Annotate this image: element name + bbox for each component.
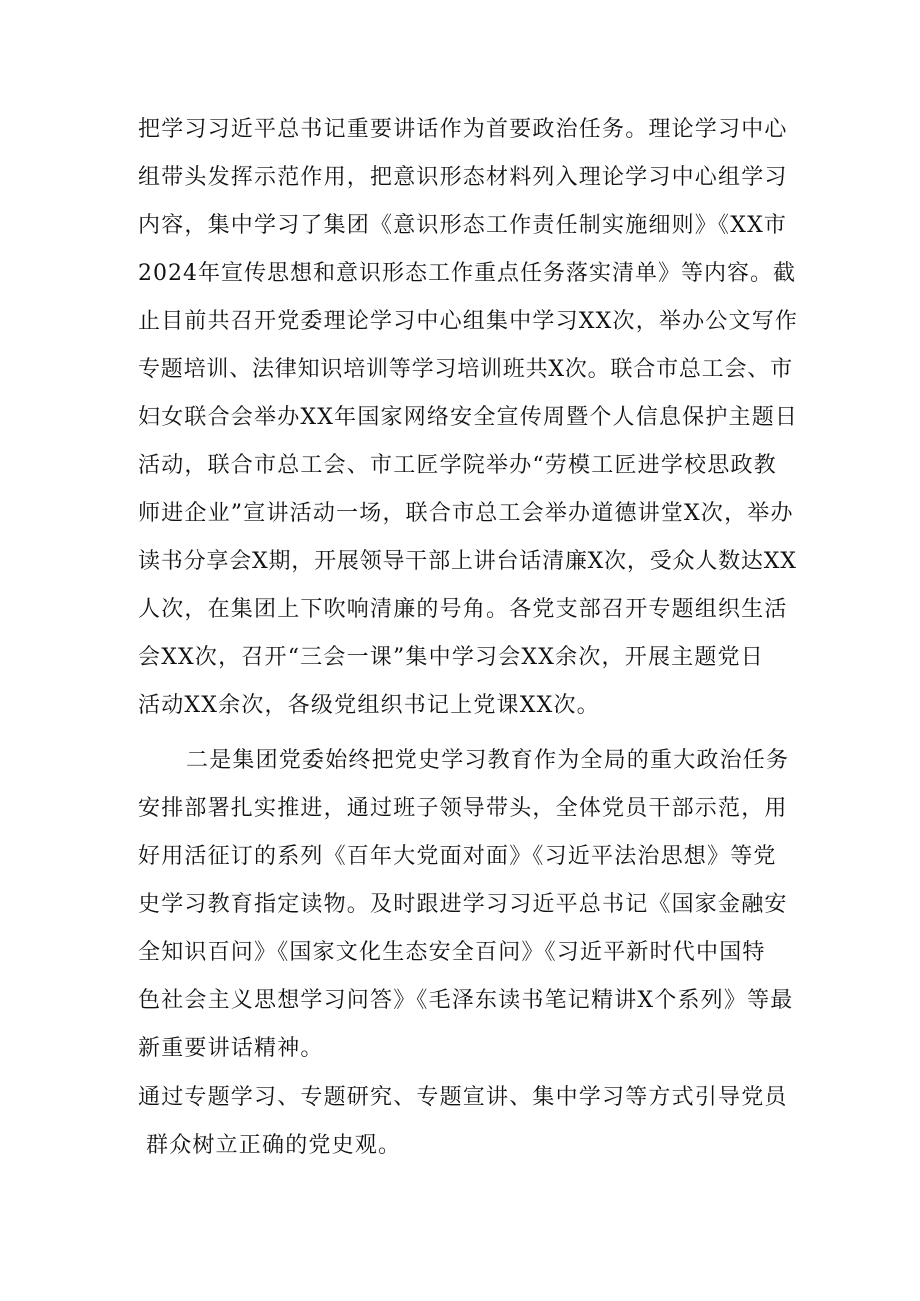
paragraph-line: 师进企业”宣讲活动一场，联合市总工会举办道德讲堂X次，举办 (138, 501, 794, 526)
paragraph-line: 二是集团党委始终把党史学习教育作为全局的重大政治任务 (186, 748, 790, 773)
paragraph-line: 色社会主义思想学习问答》《毛泽东读书笔记精讲X个系列》等最 (138, 988, 794, 1013)
paragraph-line: 活动XX余次，各级党组织书记上党课XX次。 (138, 693, 600, 718)
paragraph-line: 好用活征订的系列《百年大党面对面》《习近平法治思想》等党 (138, 844, 777, 869)
paragraph-2 (138, 737, 798, 1073)
paragraph-line: 组带头发挥示范作用，把意识形态材料列入理论学习中心组学习 (138, 165, 788, 190)
paragraph-line: 把学习习近平总书记重要讲话作为首要政治任务。理论学习中心 (138, 117, 788, 142)
paragraph-line: 止目前共召开党委理论学习中心组集中学习XX次，举办公文写作 (138, 309, 799, 334)
paragraph-line: 群众树立正确的党史观。 (146, 1133, 402, 1158)
paragraph-line: 活动，联合市总工会、市工匠学院举办“劳模工匠进学校思政教 (138, 453, 777, 478)
paragraph-line: 内容，集中学习了集团《意识形态工作责任制实施细则》《XX市 (138, 213, 788, 238)
paragraph-line: 新重要讲话精神。 (138, 1036, 324, 1061)
paragraph-line: 妇女联合会举办XX年国家网络安全宣传周暨个人信息保护主题日 (138, 405, 799, 430)
paragraph-line: 全知识百问》《国家文化生态安全百问》《习近平新时代中国特 (138, 940, 766, 965)
paragraph-1 (138, 106, 798, 730)
paragraph-line: 专题培训、法律知识培训等学习培训班共X次。联合市总工会、市 (138, 357, 793, 382)
paragraph-line: 人次，在集团上下吹响清廉的号角。各党支部召开专题组织生活 (138, 597, 788, 622)
paragraph-line: 通过专题学习、专题研究、专题宣讲、集中学习等方式引导党员 (138, 1085, 788, 1110)
paragraph-3 (138, 1074, 798, 1170)
paragraph-line: 2024年宣传思想和意识形态工作重点任务落实清单》等内容。截 (138, 261, 796, 286)
paragraph-line: 史学习教育指定读物。及时跟进学习习近平总书记《国家金融安 (138, 892, 788, 917)
paragraph-line: 会XX次，召开“三会一课”集中学习会XX余次，开展主题党日 (138, 645, 764, 670)
paragraph-line: 读书分享会X期，开展领导干部上讲台话清廉X次，受众人数达XX (138, 549, 797, 574)
paragraph-line: 安排部署扎实推进，通过班子领导带头，全体党员干部示范，用 (138, 796, 788, 821)
